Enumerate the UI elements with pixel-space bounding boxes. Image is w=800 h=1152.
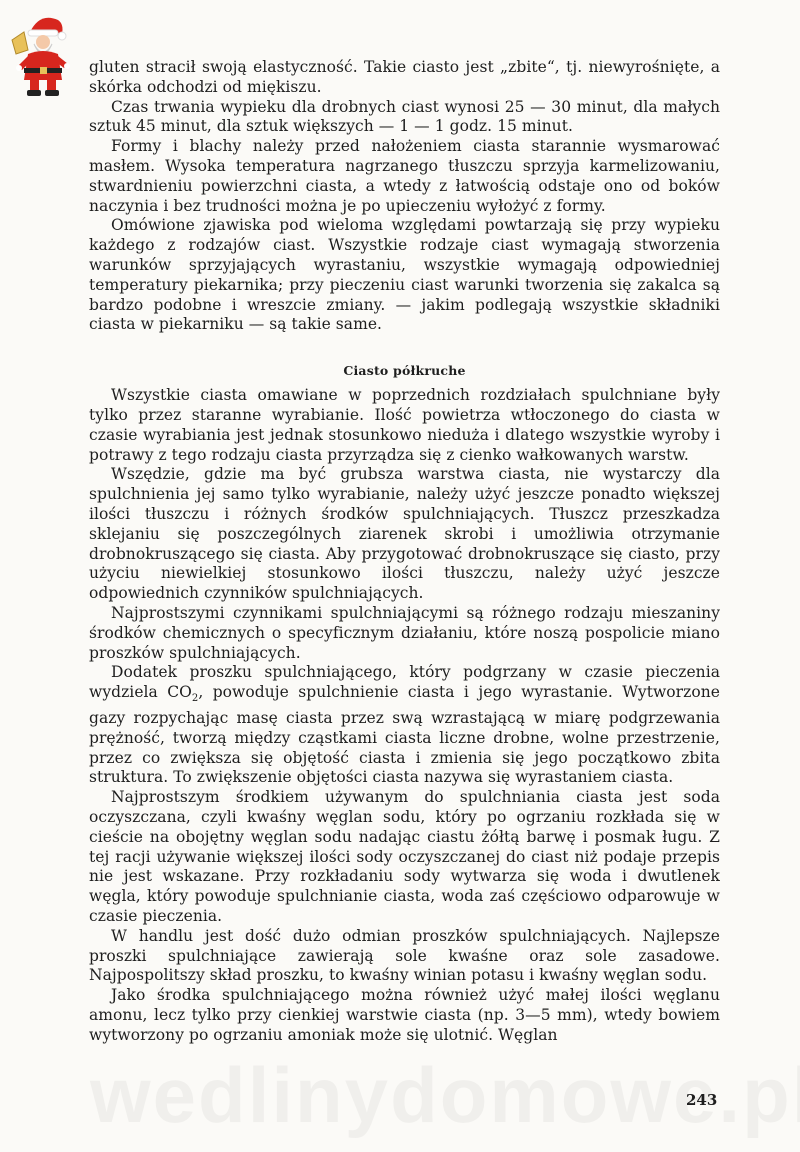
page-number: 243 — [686, 1091, 718, 1109]
co2-subscript: 2 — [191, 693, 199, 705]
paragraph: Jako środka spulchniającego można również użyć małej ilości węglanu amonu, lecz tylko przy cienkiej warstwie ciasta (np. 3—5 mm), wtedy bowiem wytworzony po ogrzaniu amoniak może się ulotnić. Węglan — [89, 986, 720, 1044]
co2-text-after: , powoduje spulchnienie ciasta i jego wyrastanie. Wytworzone gazy rozpychając masę ciasta przez swą wzrastającą w miarę podgrzewania prężność, tworzą między cząstkami ciasta liczne drobne, wolne przestrzenie, przez co zwiększa się objętość ciasta i zmienia się jego początkowo zbita struktura. To zwiększenie objętości ciasta nazywa się wyrastaniem ciasta. — [89, 683, 720, 787]
page-body — [89, 58, 720, 1046]
paragraph: Wszystkie ciasta omawiane w poprzednich rozdziałach spulchniane były tylko przez staranne wyrabianie. Ilość powietrza wtłoczonego do ciasta w czasie wyrabiania jest jednak stosunkowo nieduża i dlatego wszystkie wyroby i potrawy z tego rodzaju ciasta przyrządza się z cienko wałkowanych warstw. — [89, 386, 720, 464]
paragraph: Wszędzie, gdzie ma być grubsza warstwa ciasta, nie wystarczy dla spulchnienia jej samo tylko wyrabianie, należy użyć jeszcze ponadto większej ilości tłuszczu i różnych środków spulchniających. Tłuszcz przeszkadza sklejaniu się poszczególnych ziarenek skrobi i umożliwia otrzymanie drobnokruszącego się ciasta. Aby przygotować drobnokruszące się ciasto, przy użyciu niewielkiej stosunkowo ilości tłuszczu, należy użyć jeszcze odpowiednich czynników spulchniających. — [89, 465, 720, 603]
paragraph-co2 — [89, 663, 720, 788]
watermark — [90, 1050, 750, 1141]
co2-text-before: Dodatek proszku spulchniającego, który podgrzany w czasie pieczenia wydziela CO — [89, 663, 720, 702]
paragraph: Najprostszym środkiem używanym do spulchniania ciasta jest soda oczyszczana, czyli kwaśny węglan sodu, który po ogrzaniu rozkłada się w cieście na obojętny węglan sodu nadając ciastu żółtą barwę i posmak ługu. Z tej racji używanie większej ilości sody oczyszczanej do ciast niż podaje przepis nie jest wskazane. Przy rozkładaniu sody wytwarza się woda i dwutlenek węgla, który powoduje spulchnianie ciasta, woda zaś częściowo odparowuje w czasie pieczenia. — [89, 788, 720, 925]
santa-claus-icon — [8, 10, 78, 100]
paragraph: W handlu jest dość dużo odmian proszków spulchniających. Najlepsze proszki spulchniające zawierają sole kwaśne oraz sole zasadowe. Najpospolitszy skład proszku, to kwaśny winian potasu i kwaśny węglan sodu. — [89, 926, 720, 985]
section-heading: Ciasto półkruche — [343, 363, 466, 379]
paragraph: Najprostszymi czynnikami spulchniającymi są różnego rodzaju mieszaniny środków chemicznych o specyficznym działaniu, które noszą pospolicie miano proszków spulchniających. — [89, 603, 720, 662]
paragraph: Omówione zjawiska pod wieloma względami powtarzają się przy wypieku każdego z rodzajów ciast. Wszystkie rodzaje ciast wymagają stworzenia warunków sprzyjających wyrastaniu, wszystkie wymagają odpowiedniej temperatury piekarnika; przy pieczeniu ciast warunki tworzenia się zakalca są bardzo podobne i wreszcie zmiany. — jakim podlegają wszystkie składniki ciasta w piekarniku — są takie same. — [89, 216, 720, 334]
paragraph: Czas trwania wypieku dla drobnych ciast wynosi 25 — 30 minut, dla małych sztuk 45 minut, dla sztuk większych — 1 — 1 godz. 15 minut. — [89, 97, 720, 136]
paragraph: gluten stracił swoją elastyczność. Takie ciasto jest „zbite“, tj. niewyrośnięte, a skórka odchodzi od miękiszu. — [89, 58, 720, 96]
paragraph: Formy i blachy należy przed nałożeniem ciasta starannie wysmarować masłem. Wysoka temperatura nagrzanego tłuszczu sprzyja karmelizowaniu, stwardnieniu powierzchni ciasta, a wtedy z łatwością odstaje ono od boków naczynia i bez trudności można je po upieczeniu wyłożyć z formy. — [89, 137, 720, 215]
